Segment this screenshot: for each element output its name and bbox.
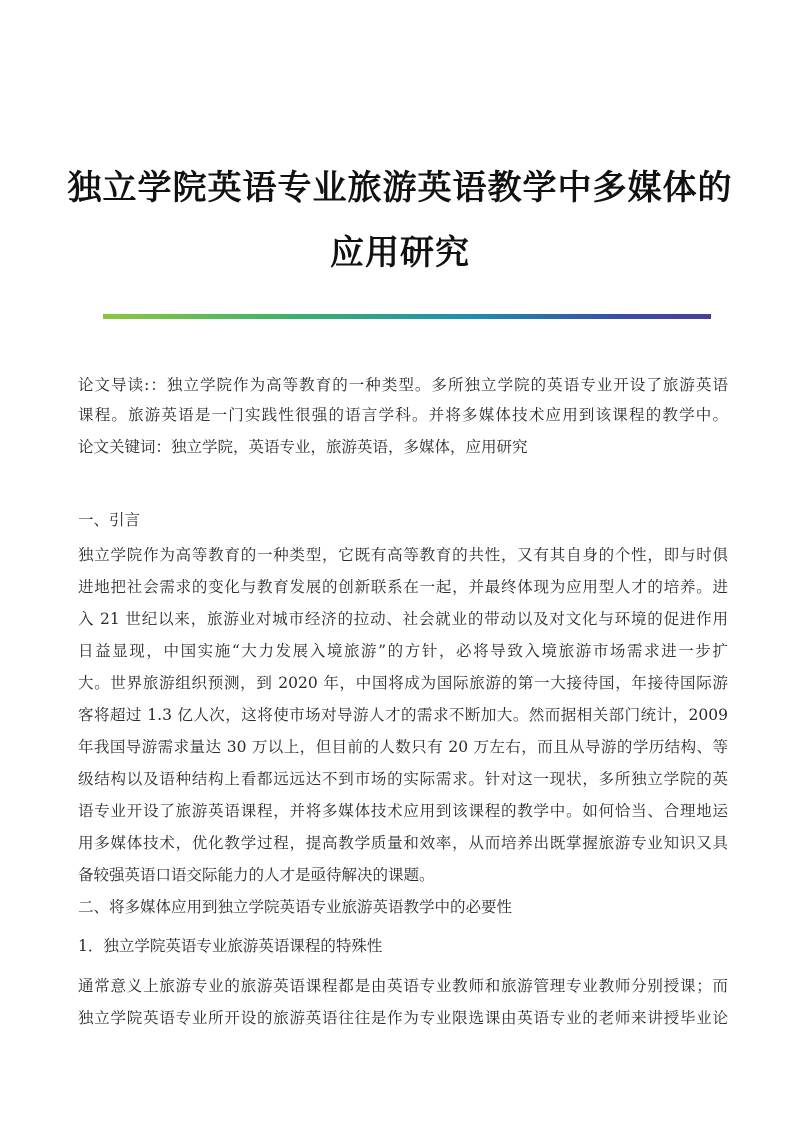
keywords-line: 论文关键词：独立学院，英语专业，旅游英语，多媒体，应用研究 — [78, 438, 528, 456]
subsection-heading: 1．独立学院英语专业旅游英语课程的特殊性 — [78, 937, 383, 955]
paragraph-line: 独立学院作为高等教育的一种类型，它既有高等教育的共性，又有其自身的个性，即与时俱 — [78, 546, 728, 564]
paragraph-line: 日益显现，中国实施“大力发展入境旅游”的方针，必将导致入境旅游市场需求进一步扩 — [78, 642, 728, 660]
paragraph-line: 入 21 世纪以来，旅游业对城市经济的拉动、社会就业的带动以及对文化与环境的促进作用 — [78, 610, 728, 628]
paragraph-line: 客将超过 1.3 亿人次，这将使市场对导游人才的需求不断加大。然而据相关部门统计，2009 — [78, 706, 728, 724]
paragraph-line: 年我国导游需求量达 30 万以上，但目前的人数只有 20 万左右，而且从导游的学历结构、等 — [78, 738, 728, 756]
paragraph-line: 大。世界旅游组织预测，到 2020 年，中国将成为国际旅游的第一大接待国，年接待国际游 — [78, 674, 728, 692]
paragraph-line: 进地把社会需求的变化与教育发展的创新联系在一起，并最终体现为应用型人才的培养。进 — [78, 578, 728, 596]
paragraph-line: 独立学院英语专业所开设的旅游英语往往是作为专业限选课由英语专业的老师来讲授毕业论 — [78, 1009, 728, 1027]
paragraph-line: 备较强英语口语交际能力的人才是亟待解决的课题。 — [78, 866, 435, 884]
abstract-line: 论文导读:：独立学院作为高等教育的一种类型。多所独立学院的英语专业开设了旅游英语 — [78, 376, 728, 394]
title-line-2: 应用研究 — [330, 233, 470, 273]
title-line-1: 独立学院英语专业旅游英语教学中多媒体的 — [67, 168, 733, 208]
section-heading: 一、引言 — [78, 511, 141, 529]
paragraph-line: 级结构以及语种结构上看都远远达不到市场的实际需求。针对这一现状，多所独立学院的英 — [78, 770, 728, 788]
paragraph-line: 通常意义上旅游专业的旅游英语课程都是由英语专业教师和旅游管理专业教师分别授课；而 — [78, 977, 728, 995]
section-heading: 二、将多媒体应用到独立学院英语专业旅游英语教学中的必要性 — [78, 898, 513, 916]
paragraph-line: 语专业开设了旅游英语课程，并将多媒体技术应用到该课程的教学中。如何恰当、合理地运 — [78, 802, 728, 820]
title-divider — [103, 314, 711, 319]
paragraph-line: 用多媒体技术，优化教学过程，提高教学质量和效率，从而培养出既掌握旅游专业知识又具 — [78, 834, 728, 852]
abstract-line: 课程。旅游英语是一门实践性很强的语言学科。并将多媒体技术应用到该课程的教学中。 — [78, 406, 728, 424]
